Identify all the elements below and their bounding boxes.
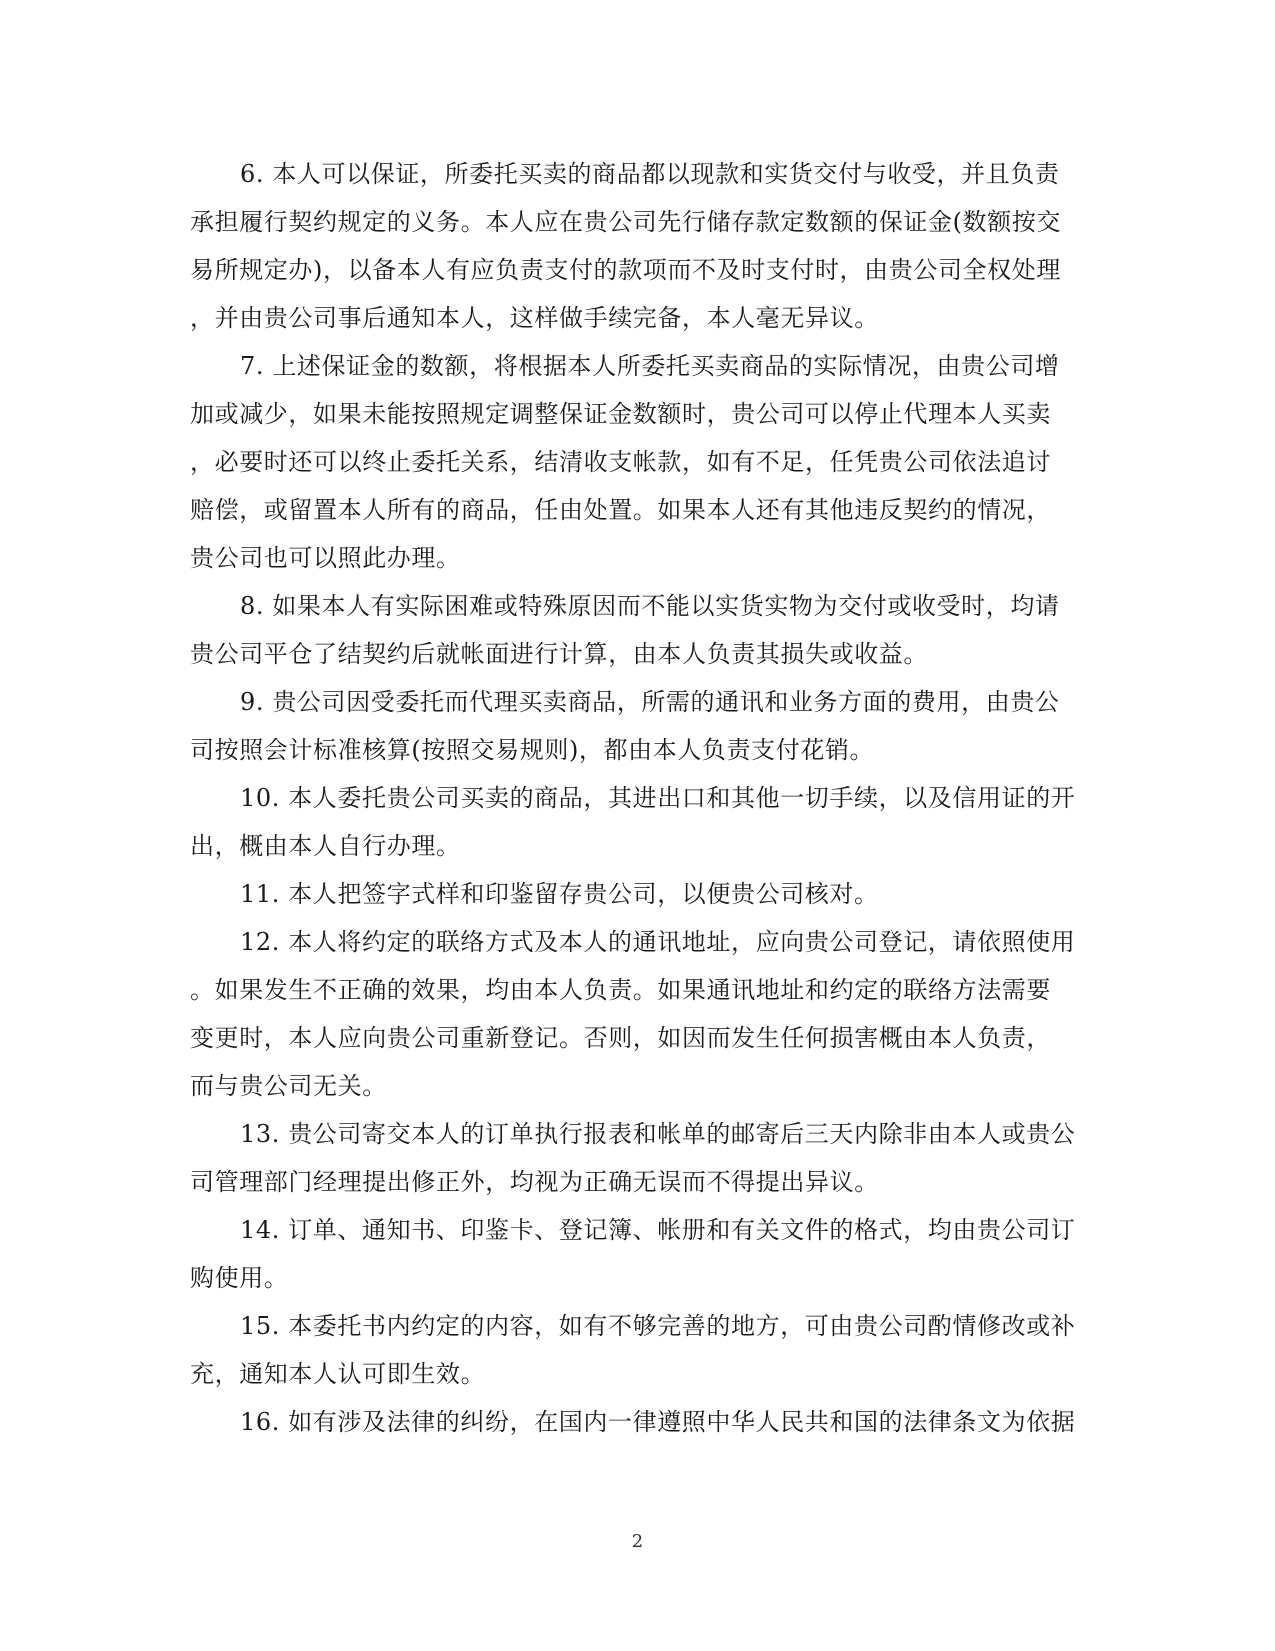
paragraph-first-line: 16. 如有涉及法律的纠纷，在国内一律遵照中华人民共和国的法律条文为依据 <box>240 1408 1076 1436</box>
paragraph-first-line: 12. 本人将约定的联络方式及本人的通讯地址，应向贵公司登记，请依照使用 <box>240 928 1076 956</box>
paragraph-line: 加或减少，如果未能按照规定调整保证金数额时，贵公司可以停止代理本人买卖 <box>190 400 1051 428</box>
paragraph-line: 而与贵公司无关。 <box>190 1072 387 1100</box>
paragraph-line: 变更时，本人应向贵公司重新登记。否则，如因而发生任何损害概由本人负责， <box>190 1024 1051 1052</box>
paragraph-first-line: 15. 本委托书内约定的内容，如有不够完善的地方，可由贵公司酌情修改或补 <box>240 1312 1076 1340</box>
paragraph-first-line: 14. 订单、通知书、印鉴卡、登记簿、帐册和有关文件的格式，均由贵公司订 <box>240 1216 1076 1244</box>
paragraph-first-line: 13. 贵公司寄交本人的订单执行报表和帐单的邮寄后三天内除非由本人或贵公 <box>240 1120 1076 1148</box>
paragraph-line: 贵公司平仓了结契约后就帐面进行计算，由本人负责其损失或收益。 <box>190 640 928 668</box>
paragraph-first-line: 10. 本人委托贵公司买卖的商品，其进出口和其他一切手续，以及信用证的开 <box>240 784 1076 812</box>
paragraph-first-line: 6. 本人可以保证，所委托买卖的商品都以现款和实货交付与收受，并且负责 <box>240 160 1060 188</box>
document-body <box>190 150 1095 1446</box>
paragraph-first-line: 11. 本人把签字式样和印鉴留存贵公司，以便贵公司核对。 <box>240 880 879 908</box>
paragraph-first-line: 9. 贵公司因受委托而代理买卖商品，所需的通讯和业务方面的费用，由贵公 <box>240 688 1060 716</box>
paragraph-line: 。如果发生不正确的效果，均由本人负责。如果通讯地址和约定的联络方法需要 <box>190 976 1051 1004</box>
paragraph-line: 司管理部门经理提出修正外，均视为正确无误而不得提出异议。 <box>190 1168 879 1196</box>
paragraph-line: 司按照会计标准核算(按照交易规则)，都由本人负责支付花销。 <box>190 736 875 764</box>
paragraph-line: 出，概由本人自行办理。 <box>190 832 461 860</box>
paragraph-line: ，并由贵公司事后通知本人，这样做手续完备，本人毫无异议。 <box>190 304 879 332</box>
paragraph-line: 贵公司也可以照此办理。 <box>190 544 461 572</box>
paragraph-line: ，必要时还可以终止委托关系，结清收支帐款，如有不足，任凭贵公司依法追讨 <box>190 448 1051 476</box>
paragraph-line: 易所规定办)，以备本人有应负责支付的款项而不及时支付时，由贵公司全权处理 <box>190 256 1061 284</box>
paragraph-line: 赔偿，或留置本人所有的商品，任由处置。如果本人还有其他违反契约的情况， <box>190 496 1051 524</box>
paragraph-line: 充，通知本人认可即生效。 <box>190 1360 486 1388</box>
page-number: 2 <box>631 1531 644 1552</box>
paragraph-line: 承担履行契约规定的义务。本人应在贵公司先行储存款定数额的保证金(数额按交 <box>190 208 1061 236</box>
paragraph-first-line: 8. 如果本人有实际困难或特殊原因而不能以实货实物为交付或收受时，均请 <box>240 592 1060 620</box>
paragraph-line: 购使用。 <box>190 1264 289 1292</box>
paragraph-first-line: 7. 上述保证金的数额，将根据本人所委托买卖商品的实际情况，由贵公司增 <box>240 352 1060 380</box>
